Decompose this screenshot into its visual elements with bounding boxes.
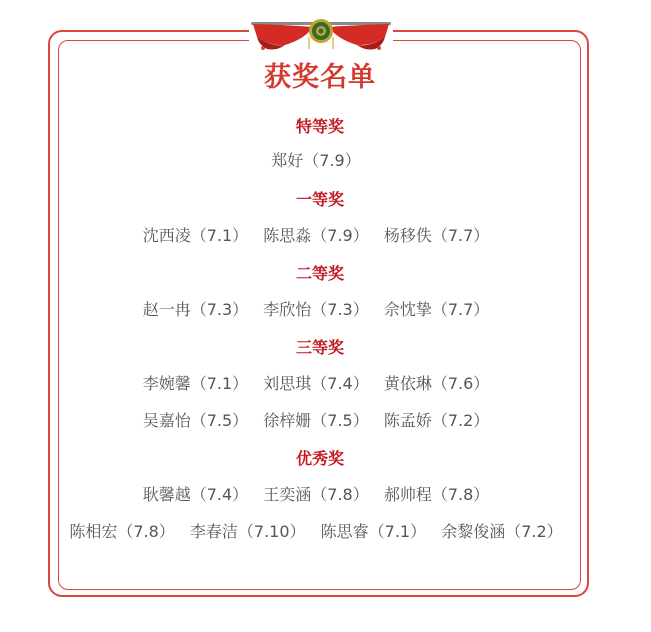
- winner-name: 李春洁（7.10）: [189, 522, 306, 541]
- winner-name: 杨移佚（7.7）: [383, 226, 490, 245]
- winner-name: 黄依琳（7.6）: [383, 374, 490, 393]
- winner-name: 陈思淼（7.9）: [263, 226, 369, 245]
- winner-name: 余黎俊涵（7.2）: [441, 522, 563, 541]
- winner-row: [0, 484, 632, 506]
- prize-heading-second: 二等奖: [295, 264, 344, 283]
- winner-row: [0, 373, 632, 395]
- curtain-ribbon-icon: [249, 15, 393, 57]
- winner-name: 陈思睿（7.1）: [320, 522, 427, 541]
- winner-name: 郝帅程（7.8）: [383, 485, 490, 504]
- winner-row: [0, 150, 632, 172]
- prize-heading-first: 一等奖: [295, 190, 344, 209]
- winner-name: 李婉馨（7.1）: [142, 374, 249, 393]
- winner-name: 吴嘉怡（7.5）: [142, 411, 249, 430]
- winner-name: 佘忱挚（7.7）: [383, 300, 490, 319]
- winner-name: 陈相宏（7.8）: [69, 522, 175, 541]
- page-title: 获奖名单: [264, 62, 376, 93]
- winner-row: [0, 225, 632, 247]
- winner-name: 李欣怡（7.3）: [263, 300, 369, 319]
- winner-row: [0, 410, 632, 432]
- winner-name: 王奕涵（7.8）: [263, 485, 369, 504]
- winner-name: 陈孟娇（7.2）: [383, 411, 490, 430]
- winner-name: 郑好（7.9）: [271, 151, 361, 170]
- winner-row: [0, 299, 632, 321]
- winner-name: 徐梓姗（7.5）: [263, 411, 369, 430]
- prize-heading-special: 特等奖: [295, 117, 344, 136]
- prize-heading-third: 三等奖: [295, 338, 344, 357]
- winner-row: [0, 521, 632, 543]
- winner-name: 刘思琪（7.4）: [263, 374, 369, 393]
- winner-name: 赵一冉（7.3）: [142, 300, 249, 319]
- prize-heading-excellence: 优秀奖: [295, 449, 344, 468]
- winner-name: 沈西凌（7.1）: [142, 226, 249, 245]
- winner-name: 耿馨越（7.4）: [142, 485, 249, 504]
